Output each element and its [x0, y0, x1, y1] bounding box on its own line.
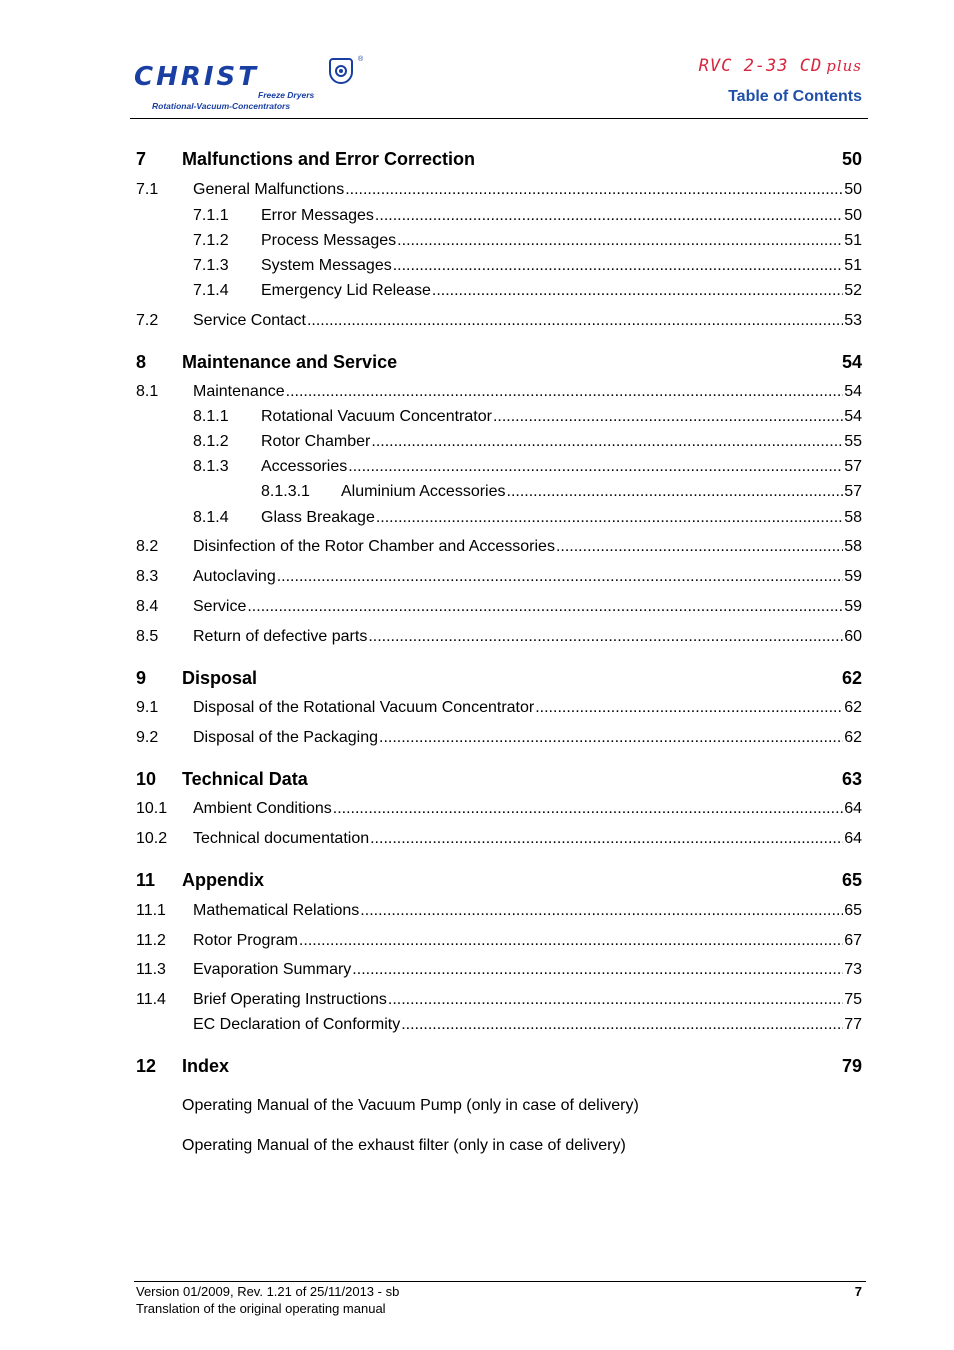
toc-leader-dots: [376, 507, 843, 529]
toc-page-number: 63: [841, 769, 862, 789]
toc-leader-dots: [368, 626, 843, 648]
toc-entry[interactable]: [136, 1014, 862, 1036]
toc-entry[interactable]: [136, 828, 862, 850]
toc-page-number: 65: [841, 870, 862, 890]
toc-page-number: 58: [844, 509, 862, 526]
toc-number: 7.1.1: [193, 207, 229, 224]
toc-title: Rotor Program: [193, 932, 298, 949]
model-suffix: plus: [826, 57, 862, 75]
toc-page-number: 51: [844, 232, 862, 249]
toc-leader-dots: [388, 989, 843, 1011]
toc-number: 8.4: [136, 598, 159, 615]
toc-title: Emergency Lid Release: [261, 282, 431, 299]
toc-entry[interactable]: [136, 596, 862, 618]
toc-title: Brief Operating Instructions: [193, 991, 387, 1008]
toc-entry[interactable]: [136, 989, 862, 1011]
toc-title: Malfunctions and Error Correction: [182, 149, 476, 169]
toc-entry[interactable]: [136, 406, 862, 428]
toc-title: Disposal: [182, 668, 258, 688]
toc-title: Autoclaving: [193, 568, 276, 585]
logo-subtitle-2: Rotational-Vacuum-Concentrators: [152, 101, 291, 111]
toc-title: Evaporation Summary: [193, 961, 352, 978]
toc-page-number: 53: [844, 312, 862, 329]
toc-leader-dots: [277, 566, 843, 588]
toc-title: Aluminium Accessories: [341, 483, 506, 500]
toc-entry[interactable]: [136, 431, 862, 453]
toc-number: 11.1: [136, 902, 166, 919]
toc-page-number: 64: [844, 800, 862, 817]
toc-page-number: 65: [844, 902, 862, 919]
header-divider: [130, 118, 868, 119]
toc-number: 7.1.2: [193, 232, 229, 249]
toc-page-number: 77: [844, 1016, 862, 1033]
toc-page-number: 59: [844, 598, 862, 615]
toc-page-number: 62: [841, 668, 862, 688]
toc-page-number: 52: [844, 282, 862, 299]
toc-title: Error Messages: [261, 207, 374, 224]
toc-leader-dots: [393, 255, 843, 277]
seal-icon: [329, 58, 353, 84]
model-name: [699, 56, 862, 76]
footer-page-number: 7: [854, 1284, 862, 1299]
toc-number: 10.1: [136, 800, 168, 817]
toc-page-number: 58: [844, 538, 862, 555]
toc-title: General Malfunctions: [193, 181, 345, 198]
toc-entry[interactable]: [136, 626, 862, 648]
toc-number: 8.1.1: [193, 408, 229, 425]
toc-leader-dots: [307, 310, 843, 332]
toc-number: 8.2: [136, 538, 159, 555]
toc-leader-dots: [370, 828, 843, 850]
footer-divider: [134, 1281, 866, 1282]
toc-leader-dots: [375, 205, 843, 227]
toc-entry[interactable]: [136, 481, 862, 503]
toc-number: 8.3: [136, 568, 159, 585]
toc-number: 8.1: [136, 383, 159, 400]
toc-entry[interactable]: [136, 179, 862, 201]
toc-number: 7.1.3: [193, 257, 229, 274]
toc-title: Technical documentation: [193, 830, 370, 847]
toc-leader-dots: [493, 406, 843, 428]
toc-entry[interactable]: [136, 255, 862, 277]
toc-entry[interactable]: [136, 456, 862, 478]
toc-title: Service Contact: [193, 312, 306, 329]
toc-number: 12: [136, 1056, 157, 1076]
toc-leader-dots: [371, 431, 843, 453]
toc-leader-dots: [348, 456, 843, 478]
toc-title: Process Messages: [261, 232, 397, 249]
toc-leader-dots: [286, 381, 844, 403]
toc-entry[interactable]: [136, 280, 862, 302]
toc-number: 9.1: [136, 699, 159, 716]
toc-number: 7.2: [136, 312, 159, 329]
model-text: RVC 2-33 CD: [698, 56, 823, 76]
christ-logo: [134, 52, 370, 114]
toc-leader-dots: [556, 536, 843, 558]
toc-entry[interactable]: [136, 697, 862, 719]
toc-number: 11: [136, 870, 156, 890]
toc-entry[interactable]: [136, 566, 862, 588]
toc-leader-dots: [299, 930, 843, 952]
toc-page-number: 73: [844, 961, 862, 978]
toc-leader-dots: [432, 280, 843, 302]
page-section-title: Table of Contents: [728, 88, 862, 105]
toc-title: Mathematical Relations: [193, 902, 360, 919]
toc-page-number: 57: [844, 458, 862, 475]
toc-title: Service: [193, 598, 247, 615]
toc-entry[interactable]: [136, 798, 862, 820]
toc-entry[interactable]: [136, 310, 862, 332]
toc-page-number: 62: [844, 729, 862, 746]
toc-number: 8.1.3: [193, 458, 229, 475]
toc-leader-dots: [401, 1014, 843, 1036]
toc-chapter[interactable]: [136, 1055, 862, 1077]
toc-note: Operating Manual of the Vacuum Pump (only in case of delivery): [182, 1097, 639, 1114]
toc-page-number: 54: [844, 408, 862, 425]
toc-entry[interactable]: [136, 507, 862, 529]
toc-page-number: 54: [841, 352, 862, 372]
registered-icon: ®: [358, 56, 364, 63]
toc-number: 11.3: [136, 961, 166, 978]
toc-number: 9.2: [136, 729, 159, 746]
toc-number: 7.1.4: [193, 282, 229, 299]
toc-entry[interactable]: [136, 205, 862, 227]
toc-leader-dots: [360, 900, 843, 922]
toc-chapter[interactable]: [136, 148, 862, 170]
toc-page-number: 54: [844, 383, 862, 400]
toc-title: Glass Breakage: [261, 509, 375, 526]
toc-title: Maintenance and Service: [182, 352, 398, 372]
toc-number: 8.1.4: [193, 509, 229, 526]
toc-number: 8.1.2: [193, 433, 229, 450]
toc-leader-dots: [397, 230, 843, 252]
toc-leader-dots: [247, 596, 843, 618]
toc-leader-dots: [345, 179, 843, 201]
toc-note: Operating Manual of the exhaust filter (only in case of delivery): [182, 1137, 626, 1154]
toc-page-number: 55: [844, 433, 862, 450]
toc-number: 9: [136, 668, 147, 688]
toc-chapter[interactable]: [136, 869, 862, 891]
toc-entry[interactable]: [136, 900, 862, 922]
toc-entry[interactable]: [136, 536, 862, 558]
toc-title: Return of defective parts: [193, 628, 368, 645]
toc-page-number: 57: [844, 483, 862, 500]
toc-title: Ambient Conditions: [193, 800, 332, 817]
toc-title: Maintenance: [193, 383, 285, 400]
toc-chapter[interactable]: [136, 768, 862, 790]
toc-title: Index: [182, 1056, 230, 1076]
footer-version: Version 01/2009, Rev. 1.21 of 25/11/2013 - sb: [136, 1284, 400, 1299]
toc-number: 8.1.3.1: [261, 483, 310, 500]
toc-chapter[interactable]: [136, 667, 862, 689]
toc-number: 7.1: [136, 181, 159, 198]
toc-page-number: 60: [844, 628, 862, 645]
toc-title: EC Declaration of Conformity: [193, 1016, 401, 1033]
logo-subtitle-1: Freeze Dryers: [258, 90, 315, 100]
toc-entry[interactable]: [136, 930, 862, 952]
toc-chapter[interactable]: [136, 351, 862, 373]
toc-leader-dots: [333, 798, 843, 820]
toc-page-number: 50: [844, 207, 862, 224]
toc-number: 10.2: [136, 830, 168, 847]
toc-leader-dots: [507, 481, 844, 503]
toc-number: 11.2: [136, 932, 166, 949]
toc-page-number: 50: [841, 149, 862, 169]
toc-leader-dots: [352, 959, 843, 981]
toc-number: 8: [136, 352, 147, 372]
toc-title: Appendix: [182, 870, 265, 890]
toc-leader-dots: [379, 727, 843, 749]
toc-title: Rotational Vacuum Concentrator: [261, 408, 492, 425]
toc-page-number: 79: [841, 1056, 862, 1076]
toc-page-number: 50: [844, 181, 862, 198]
toc-number: 8.5: [136, 628, 159, 645]
toc-entry[interactable]: [136, 381, 862, 403]
toc-number: 7: [136, 149, 147, 169]
toc-leader-dots: [535, 697, 843, 719]
toc-number: 10: [136, 769, 157, 789]
toc-page-number: 64: [844, 830, 862, 847]
toc-title: Accessories: [261, 458, 348, 475]
toc-page-number: 75: [844, 991, 862, 1008]
logo-wordmark: CHRIST: [134, 62, 259, 92]
toc-page-number: 59: [844, 568, 862, 585]
toc-entry[interactable]: [136, 230, 862, 252]
footer-translation: Translation of the original operating manual: [136, 1301, 386, 1316]
toc-entry[interactable]: [136, 727, 862, 749]
toc-page-number: 67: [844, 932, 862, 949]
toc-entry[interactable]: [136, 959, 862, 981]
toc-title: System Messages: [261, 257, 392, 274]
toc-title: Technical Data: [182, 769, 308, 789]
toc-title: Disposal of the Rotational Vacuum Concentrator: [193, 699, 535, 716]
toc-title: Rotor Chamber: [261, 433, 371, 450]
toc-page-number: 62: [844, 699, 862, 716]
toc-title: Disinfection of the Rotor Chamber and Accessories: [193, 538, 555, 555]
toc-title: Disposal of the Packaging: [193, 729, 378, 746]
toc-number: 11.4: [136, 991, 166, 1008]
toc-page-number: 51: [844, 257, 862, 274]
